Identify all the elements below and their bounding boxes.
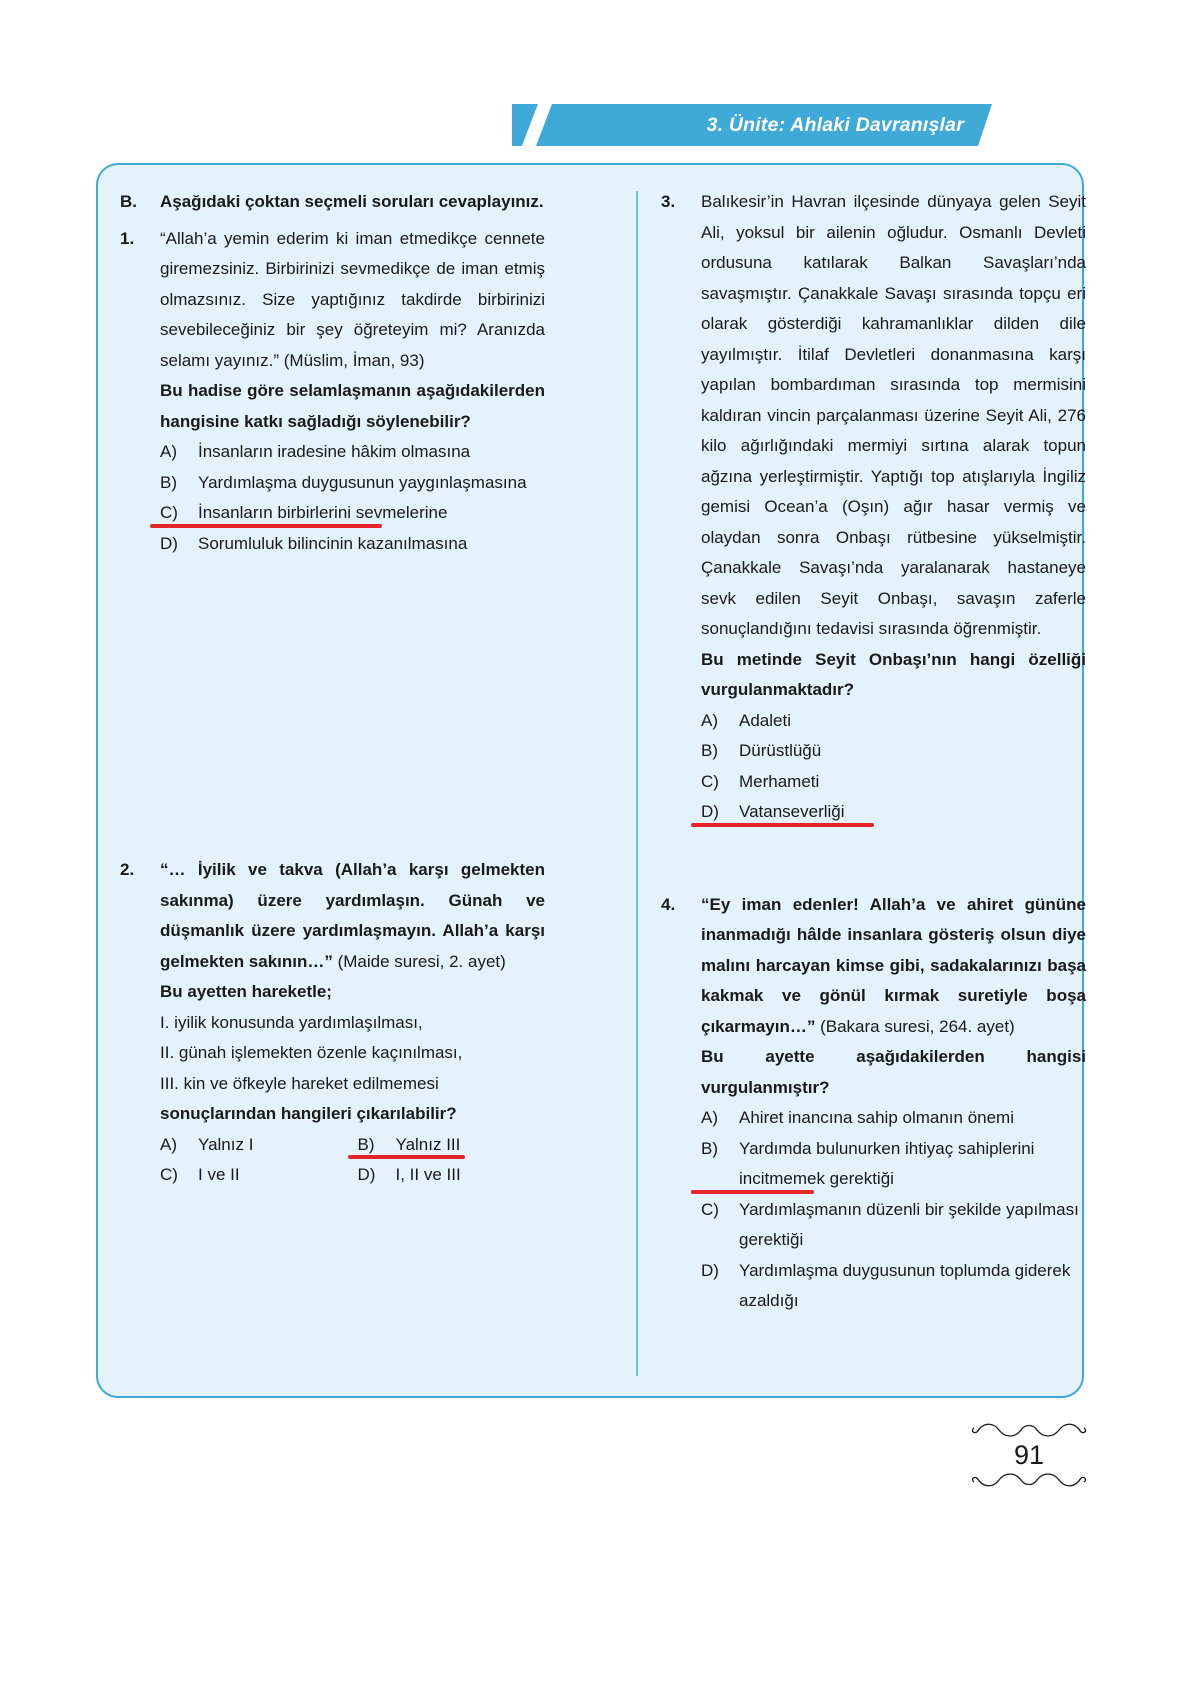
question-4-options [701, 1103, 1086, 1317]
option-b-selected[interactable] [701, 1134, 1086, 1195]
question-1-number: 1. [120, 228, 135, 248]
option-c-text: İnsanların birbirlerini sevmelerine [198, 503, 448, 522]
question-3-passage: Balıkesir’in Havran ilçesinde dünyaya gelen Seyit Ali, yoksul bir ailenin oğludur. Osmanlı Devleti ordusuna katılarak Balkan Savaşları’nda savaşmıştır. Çanakkale Savaşı sırasında topçu eri olarak gösterdiği kahramanlıklar dilden dile yayılmıştır. İtilaf Devletleri donanmasına karşı yapılan bombardıman sırasında top mermisini kaldıran vincin parçalanması üzerine Seyit Ali, 276 kilo ağırlığındaki mermiyi sırtına alarak topun ağzına yerleştirmiştir. Yaptığı top atışlarıyla İngiliz gemisi Ocean’a (Oşın) ağır hasar vermiş ve olaydan sonra Onbaşı rütbesine yükselmiştir. Çanakkale Savaşı’nda yaralanarak hastaneye sevk edilen Seyit Onbaşı, savaşın zaferle sonuçlandığını tedavisi sırasında öğrenmiştir. [701, 192, 1086, 638]
question-2-number: 2. [120, 860, 135, 879]
option-b[interactable] [701, 736, 1086, 767]
option-a-letter: A) [701, 710, 718, 730]
section-b [120, 187, 545, 218]
option-c-letter: C) [701, 771, 719, 791]
option-b-text: Yardımda bulunurken ihtiyaç sahiplerini incitmemek gerektiği [739, 1138, 1035, 1188]
option-d-letter: D) [357, 1165, 376, 1184]
unit-title: 3. Ünite: Ahlaki Davranışlar [706, 114, 964, 136]
exercise-panel [96, 163, 1084, 1398]
section-instruction: Aşağıdaki çoktan seçmeli soruları cevaplayınız. [160, 192, 544, 211]
question-4-passage [701, 890, 1086, 1043]
option-c-selected[interactable] [160, 498, 545, 529]
option-b-letter: B) [160, 472, 177, 492]
question-2-item-2: II. günah işlemekten özenle kaçınılması, [160, 1043, 463, 1062]
question-2-stem: sonuçlarından hangileri çıkarılabilir? [160, 1104, 457, 1123]
option-b-letter: B) [357, 1134, 375, 1154]
option-a-text: Yalnız I [198, 1134, 254, 1154]
question-1-stem: Bu hadise göre selamlaşmanın aşağıdakilerden hangisine katkı sağladığı söylenebilir? [160, 381, 545, 431]
question-2-lead: Bu ayetten hareketle; [160, 982, 332, 1001]
option-a-letter: A) [701, 1108, 718, 1127]
option-b-letter: B) [701, 1138, 718, 1158]
option-a-letter: A) [160, 442, 177, 461]
question-2-passage [160, 855, 545, 977]
column-divider [636, 191, 638, 1376]
question-3-number: 3. [661, 192, 676, 211]
option-c[interactable] [160, 1160, 348, 1191]
question-2-item-1: I. iyilik konusunda yardımlaşılması, [160, 1012, 423, 1032]
option-a[interactable] [160, 437, 545, 468]
question-1-options [160, 437, 545, 559]
option-d-text: I, II ve III [395, 1165, 461, 1184]
option-c-letter: C) [701, 1199, 719, 1219]
option-b[interactable] [160, 468, 545, 499]
option-d[interactable] [358, 1160, 546, 1191]
section-letter: B. [120, 192, 137, 211]
option-a-text: Ahiret inancına sahip olmanın önemi [739, 1108, 1014, 1127]
question-2-options [160, 1130, 545, 1191]
option-d[interactable] [701, 1256, 1086, 1317]
spacer [661, 828, 1086, 890]
option-c-text: I ve II [198, 1165, 240, 1184]
option-b-letter: B) [701, 741, 718, 760]
question-3-stem: Bu metinde Seyit Onbaşı’nın hangi özelliği vurgulanmaktadır? [701, 649, 1086, 699]
option-a-letter: A) [160, 1134, 177, 1154]
option-d-letter: D) [701, 802, 719, 821]
page-number: 91 [1013, 1440, 1045, 1470]
question-2 [120, 855, 545, 1191]
page-footer [969, 1420, 1089, 1490]
option-d-text: Sorumluluk bilincinin kazanılmasına [198, 533, 468, 553]
question-4-number: 4. [661, 894, 676, 914]
option-a[interactable] [701, 706, 1086, 737]
question-4-stem: Bu ayette aşağıdakilerden hangisi vurgulanmıştır? [701, 1047, 1086, 1097]
question-2-passage-source: (Maide suresi, 2. ayet) [332, 951, 506, 971]
question-4 [661, 890, 1086, 1317]
swirl-top-icon [969, 1420, 1089, 1438]
option-a-text: Adaleti [739, 710, 791, 730]
option-d-selected[interactable] [701, 797, 1086, 828]
option-d-text: Vatanseverliği [739, 802, 845, 821]
question-3 [661, 187, 1086, 828]
option-c[interactable] [701, 767, 1086, 798]
unit-header-banner [512, 104, 992, 146]
option-c-letter: C) [160, 1165, 178, 1184]
question-4-passage-bold: “Ey iman edenler! Allah’a ve ahiret gününe inanmadığı hâlde insanlara gösteriş olsun diye malını harcayan kimse gibi, sadakalarınızı başa kakmak ve gönül kırmak suretiyle boşa çıkarmayın…” [701, 894, 1086, 1036]
question-4-passage-source: (Bakara suresi, 264. ayet) [815, 1016, 1015, 1036]
option-d-letter: D) [701, 1260, 719, 1280]
left-column [120, 187, 545, 1191]
option-d-letter: D) [160, 533, 178, 553]
question-1-passage: “Allah’a yemin ederim ki iman etmedikçe cennete giremezsiniz. Birbirinizi sevmedikçe de iman etmiş olmazsınız. Size yaptığınız takdirde birbirinizi sevebileceğiniz bir şey öğreteyim mi? Aranızda selamı yayınız.” (Müslim, İman, 93) [160, 228, 545, 370]
option-b-selected[interactable] [358, 1130, 546, 1161]
option-b-text: Yalnız III [395, 1134, 461, 1154]
question-1 [120, 224, 545, 560]
right-column [661, 187, 1086, 1317]
question-2-item-3: III. kin ve öfkeyle hareket edilmemesi [160, 1073, 439, 1093]
option-a[interactable] [701, 1103, 1086, 1134]
option-d-text: Yardımlaşma duygusunun toplumda giderek azaldığı [739, 1260, 1071, 1310]
question-2-passage-bold: “… İyilik ve takva (Allah’a karşı gelmekten sakınma) üzere yardımlaşın. Günah ve düşmanlık üzere yardımlaşmayın. Allah’a karşı gelmekten sakının…” [160, 860, 545, 971]
option-b-text: Yardımlaşma duygusunun yaygınlaşmasına [198, 472, 527, 492]
option-c[interactable] [701, 1195, 1086, 1256]
option-c-text: Yardımlaşmanın düzenli bir şekilde yapılması gerektiği [739, 1199, 1079, 1249]
option-c-letter: C) [160, 503, 178, 522]
option-d[interactable] [160, 529, 545, 560]
spacer [120, 559, 545, 855]
question-3-options [701, 706, 1086, 828]
option-a[interactable] [160, 1130, 348, 1161]
option-c-text: Merhameti [739, 771, 820, 791]
option-a-text: İnsanların iradesine hâkim olmasına [198, 442, 471, 461]
option-b-text: Dürüstlüğü [739, 741, 822, 760]
swirl-bottom-icon [969, 1472, 1089, 1490]
